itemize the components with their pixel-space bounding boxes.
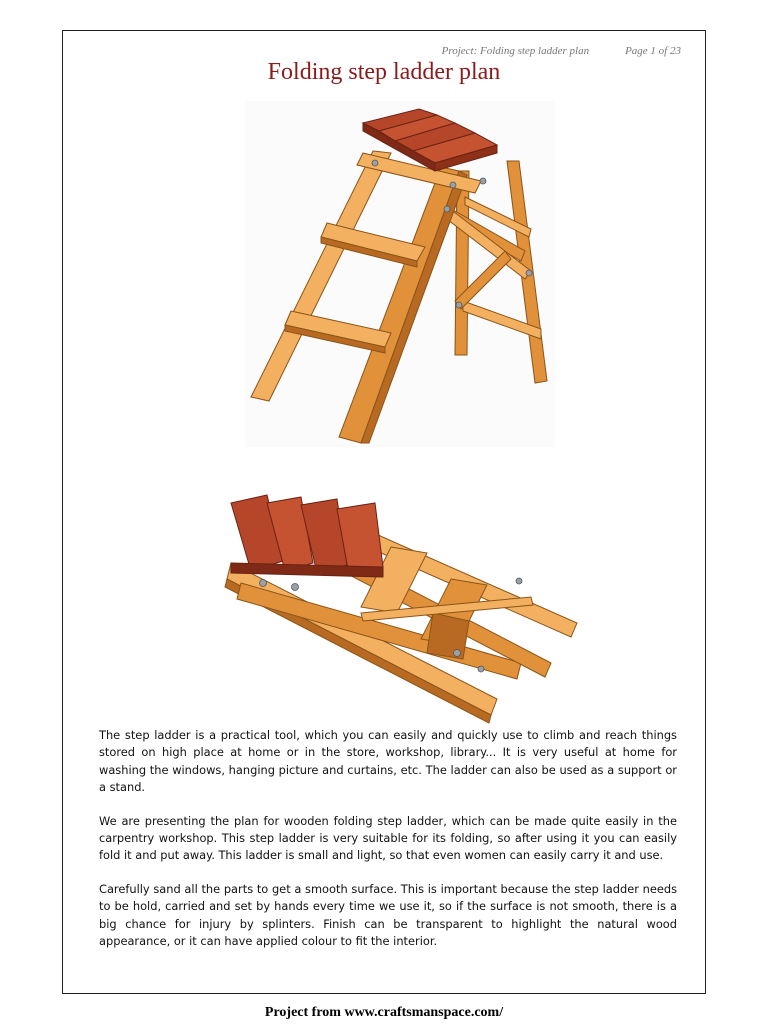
paragraph-plan: We are presenting the plan for wooden folding step ladder, which can be made quite easily in the carpentry workshop. This step ladder is very suitable for its folding, so after using it you can easily fold it and put away. This ladder is small and light, so that even women can easily carry it and use. bbox=[99, 813, 677, 863]
header-page-number: Page 1 of 23 bbox=[625, 45, 681, 57]
page-frame bbox=[62, 30, 706, 994]
folded-ladder-illustration bbox=[201, 463, 591, 733]
upright-ladder-illustration bbox=[245, 101, 555, 447]
document-title: Folding step ladder plan bbox=[267, 59, 501, 85]
footer-credit: Project from www.craftsmanspace.com/ bbox=[264, 1005, 504, 1020]
running-header bbox=[442, 45, 681, 57]
header-project-label: Project: Folding step ladder plan bbox=[441, 45, 590, 57]
paragraph-finishing: Carefully sand all the parts to get a smooth surface. This is important because the step ladder needs to be hold, carried and set by hands every time we use it, so if the surface is not smooth, there is a big chance for injury by splinters. Finish can be transparent to highlight the natural wood appearance, or it can have applied colour to fit the interior. bbox=[99, 881, 677, 949]
body-text bbox=[99, 727, 677, 966]
paragraph-intro: The step ladder is a practical tool, which you can easily and quickly use to climb and reach things stored on high place at home or in the store, workshop, library... It is very useful at home for washing the windows, hanging picture and curtains, etc. The ladder can also be used as a support or a stand. bbox=[99, 728, 677, 795]
